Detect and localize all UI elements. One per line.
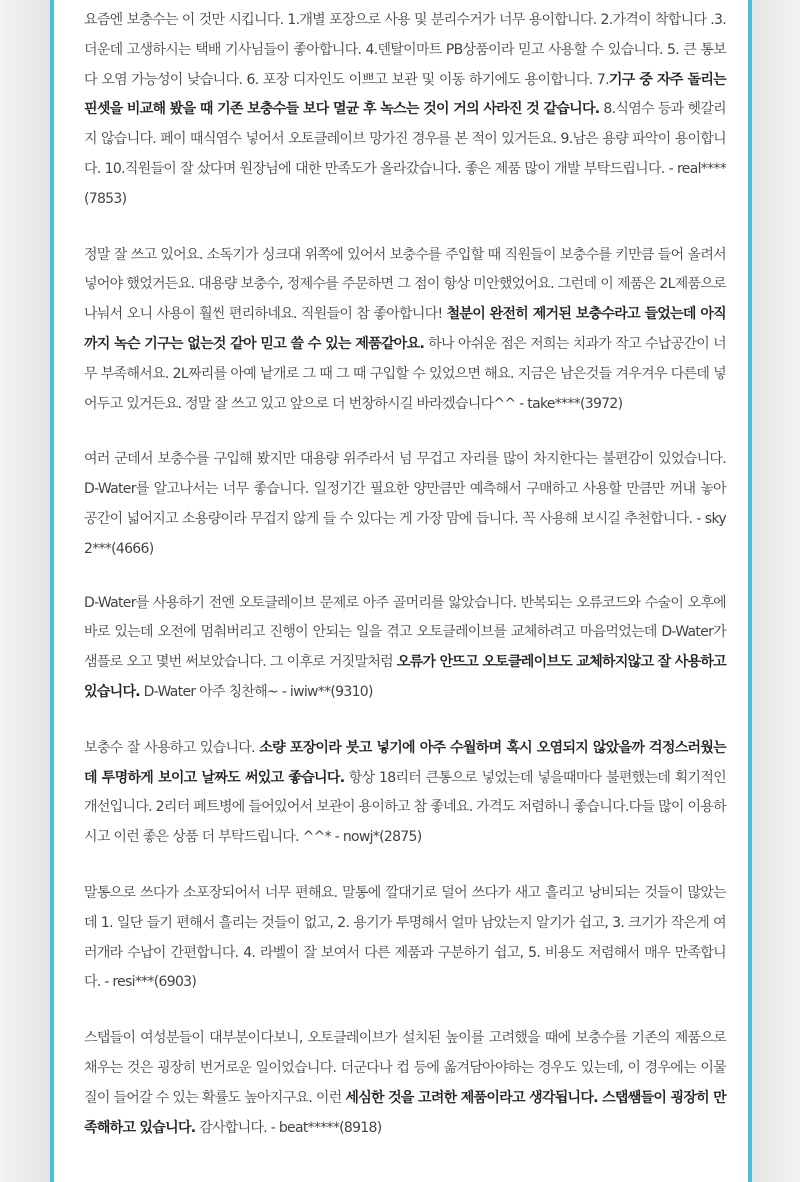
- review-text-before: 보충수 잘 사용하고 있습니다.: [84, 739, 260, 756]
- review-text-before: 말통으로 쓰다가 소포장되어서 너무 편해요. 말통에 깔대기로 덜어 쓰다가 새고 흘리고 낭비되는 것들이 많았는데 1. 일단 들기 편해서 흘리는 것들이 없고, 2. 용기가 투명해서 얼마 남았는지 알기가 쉽고, 3. 크기가 작은게 여러개라 수납이 간편합니다. 4. 라벨이 잘 보여서 다른 제품과 구분하기 쉽고, 5. 비용도 저렴해서 매우 만족합니다. - resi***(6903): [84, 884, 726, 991]
- review-text-before: 요즘엔 보충수는 이 것만 시킵니다. 1.개별 포장으로 사용 및 분리수거가 너무 용이합니다. 2.가격이 착합니다 .3.더운데 고생하시는 택배 기사님들이 좋아합니다. 4.덴탈이마트 PB상품이라 믿고 사용할 수 있습니다. 5. 큰 통보다 오염 가능성이 낮습니다. 6. 포장 디자인도 이쁘고 보관 및 이동 하기에도 용이합니다. 7.: [84, 12, 726, 88]
- review-item-7: [84, 1024, 726, 1143]
- review-text-after: D-Water 아주 칭찬해~ - iwiw**(9310): [139, 683, 373, 700]
- review-text-before: 여러 군데서 보충수를 구입해 봤지만 대용량 위주라서 넘 무겁고 자리를 많이 차지한다는 불편감이 있었습니다. D-Water를 알고나서는 너무 좋습니다. 일정기간 필요한 양만큼만 예측해서 구매하고 사용할 만큼만 꺼내 놓아 공간이 넓어지고 소용량이라 무겁지 않게 들 수 있다는 게 가장 맘에 듭니다. 꼭 사용해 보시길 추천합니다. - sky2***(4666): [84, 451, 726, 557]
- right-background-shade: [750, 0, 800, 1182]
- review-text-after: 항상 18리터 큰통으로 넣었는데 넣을때마다 불편했는데 획기적인 개선입니다. 2리터 페트병에 들어있어서 보관이 용이하고 참 좋네요. 가격도 저렴하니 좋습니다.다들 많이 이용하시고 이런 좋은 상품 더 부탁드립니다. ^^* - nowj*(2875): [84, 769, 726, 846]
- review-item-5: [84, 734, 726, 853]
- review-panel: [50, 0, 752, 1182]
- left-background-shade: [0, 0, 50, 1182]
- review-item-6: [84, 879, 726, 998]
- review-text-after: 하나 아쉬운 점은 저희는 치과가 작고 수납공간이 너무 부족해서요. 2L짜리를 아예 낱개로 그 때 그 때 구입할 수 있었으면 해요. 지금은 남은것들 겨우겨우 다른데 넣어두고 있거든요. 정말 잘 쓰고 있고 앞으로 더 번창하시길 바라겠습니다^^ - take****(3972): [84, 335, 726, 412]
- review-text-after: 감사합니다. - beat*****(8918): [195, 1119, 382, 1136]
- review-text-before: D-Water를 사용하기 전엔 오토클레이브 문제로 아주 골머리를 앓았습니다. 반복되는 오류코드와 수술이 오후에 바로 있는데 오전에 멈춰버리고 진행이 안되는 일을 겪고 오토클레이브를 교체하려고 마음먹었는데 D-Water가 샘플로 오고 몇번 써보았습니다. 그 이후로 거짓말처럼: [84, 594, 726, 671]
- review-item-4: [84, 589, 726, 708]
- review-text-before: 정말 잘 쓰고 있어요. 소독기가 싱크대 위쪽에 있어서 보충수를 주입할 때 직원들이 보충수를 키만큼 들어 올려서 넣어야 했었거든요. 대용량 보충수, 정제수를 주문하면 그 점이 항상 미안했었어요. 그런데 이 제품은 2L제품으로 나눠서 오니 사용이 훨씬 편리하네요. 직원들이 참 좋아합니다!: [84, 246, 726, 323]
- review-item-3: [84, 445, 726, 564]
- review-text-highlight: 철분이 완전히 제거된 보충수라고 들었는데 아직까지 녹슨 기구는 없는것 같아 믿고 쓸 수 있는 제품같아요.: [84, 306, 726, 352]
- review-text-highlight: 오류가 안뜨고 오토클레이브도 교체하지않고 잘 사용하고 있습니다.: [84, 654, 726, 700]
- review-text-after: 8.식염수 등과 헷갈리지 않습니다. 페이 때식염수 넣어서 오토클레이브 망가진 경우를 본 적이 있거든요. 9.남은 용량 파악이 용이합니다. 10.직원들이 잘 샀다며 원장님에 대한 만족도가 올라갔습니다. 좋은 제품 많이 개발 부탁드립니다. - real****(7853): [84, 101, 726, 207]
- review-text-highlight: 소량 포장이라 붓고 넣기에 아주 수월하며 혹시 오염되지 않았을까 걱정스러웠는데 투명하게 보이고 날짜도 써있고 좋습니다.: [84, 739, 727, 786]
- review-item-2: [84, 241, 726, 420]
- review-item-1: [84, 6, 726, 215]
- review-text-highlight: 세심한 것을 고려한 제품이라고 생각됩니다. 스탭쌤들이 굉장히 만족해하고 있습니다.: [84, 1089, 726, 1136]
- review-text-highlight: 기구 중 자주 돌리는 핀셋을 비교해 봤을 때 기존 보충수들 보다 멸균 후 녹스는 것이 거의 사라진 것 같습니다.: [84, 71, 726, 118]
- review-list: [84, 6, 726, 1143]
- review-text-before: 스탭들이 여성분들이 대부분이다보니, 오토클레이브가 설치된 높이를 고려했을 때에 보충수를 기존의 제품으로 채우는 것은 굉장히 번거로운 일이었습니다. 더군다나 컵 등에 옮겨담아야하는 경우도 있는데, 이 경우에는 이물질이 들어갈 수 있는 확률도 높아지구요. 이런: [84, 1030, 726, 1106]
